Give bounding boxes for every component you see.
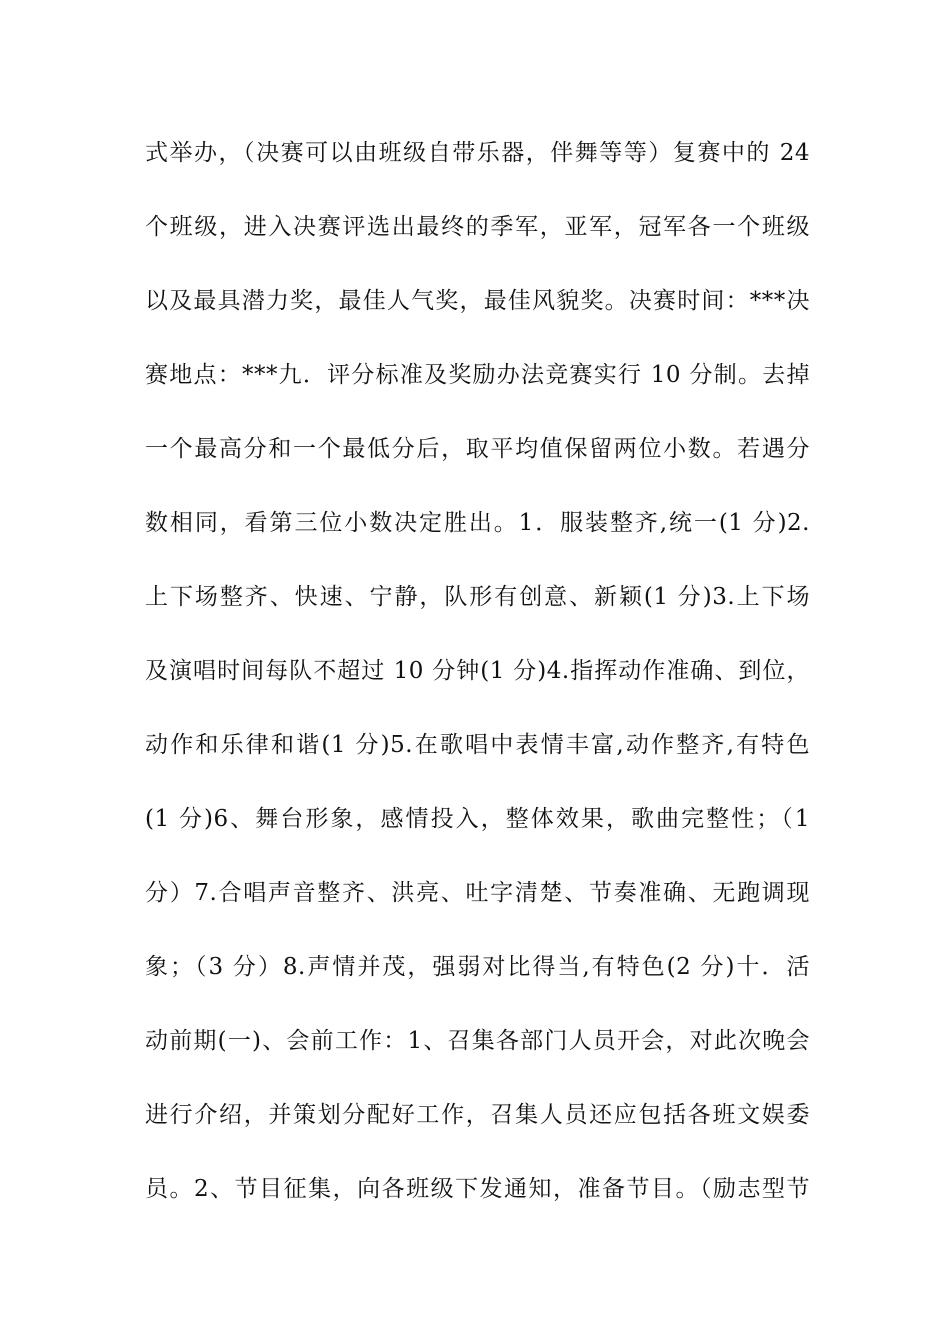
- text-line: 分）7.合唱声音整齐、洪亮、吐字清楚、节奏准确、无跑调现: [145, 880, 810, 906]
- text-line: 式举办，（决赛可以由班级自带乐器，伴舞等等）复赛中的 24: [145, 140, 810, 166]
- text-line: 员。2、节目征集，向各班级下发通知，准备节目。（励志型节: [145, 1176, 810, 1202]
- text-line: 动作和乐律和谐(1 分)5.在歌唱中表情丰富,动作整齐,有特色: [145, 732, 810, 758]
- text-line: 动前期(一)、会前工作：1、召集各部门人员开会，对此次晚会: [145, 1028, 810, 1054]
- body-text: [145, 128, 810, 1238]
- text-line: 赛地点：***九．评分标准及奖励办法竞赛实行 10 分制。去掉: [145, 362, 810, 388]
- text-line: 以及最具潜力奖，最佳人气奖，最佳风貌奖。决赛时间：***决: [145, 288, 810, 314]
- text-line: 上下场整齐、快速、宁静，队形有创意、新颖(1 分)3.上下场: [145, 584, 810, 610]
- text-line: 数相同，看第三位小数决定胜出。1．服装整齐,统一(1 分)2.: [145, 510, 810, 536]
- text-line: 象；（3 分）8.声情并茂，强弱对比得当,有特色(2 分)十．活: [145, 954, 810, 980]
- text-line: 个班级，进入决赛评选出最终的季军，亚军，冠军各一个班级: [145, 214, 810, 240]
- text-line: 及演唱时间每队不超过 10 分钟(1 分)4.指挥动作准确、到位，: [145, 658, 810, 684]
- text-line: 一个最高分和一个最低分后，取平均值保留两位小数。若遇分: [145, 436, 810, 462]
- text-line: (1 分)6、舞台形象，感情投入，整体效果，歌曲完整性；（1: [145, 806, 810, 832]
- text-line: 进行介绍，并策划分配好工作，召集人员还应包括各班文娱委: [145, 1102, 810, 1128]
